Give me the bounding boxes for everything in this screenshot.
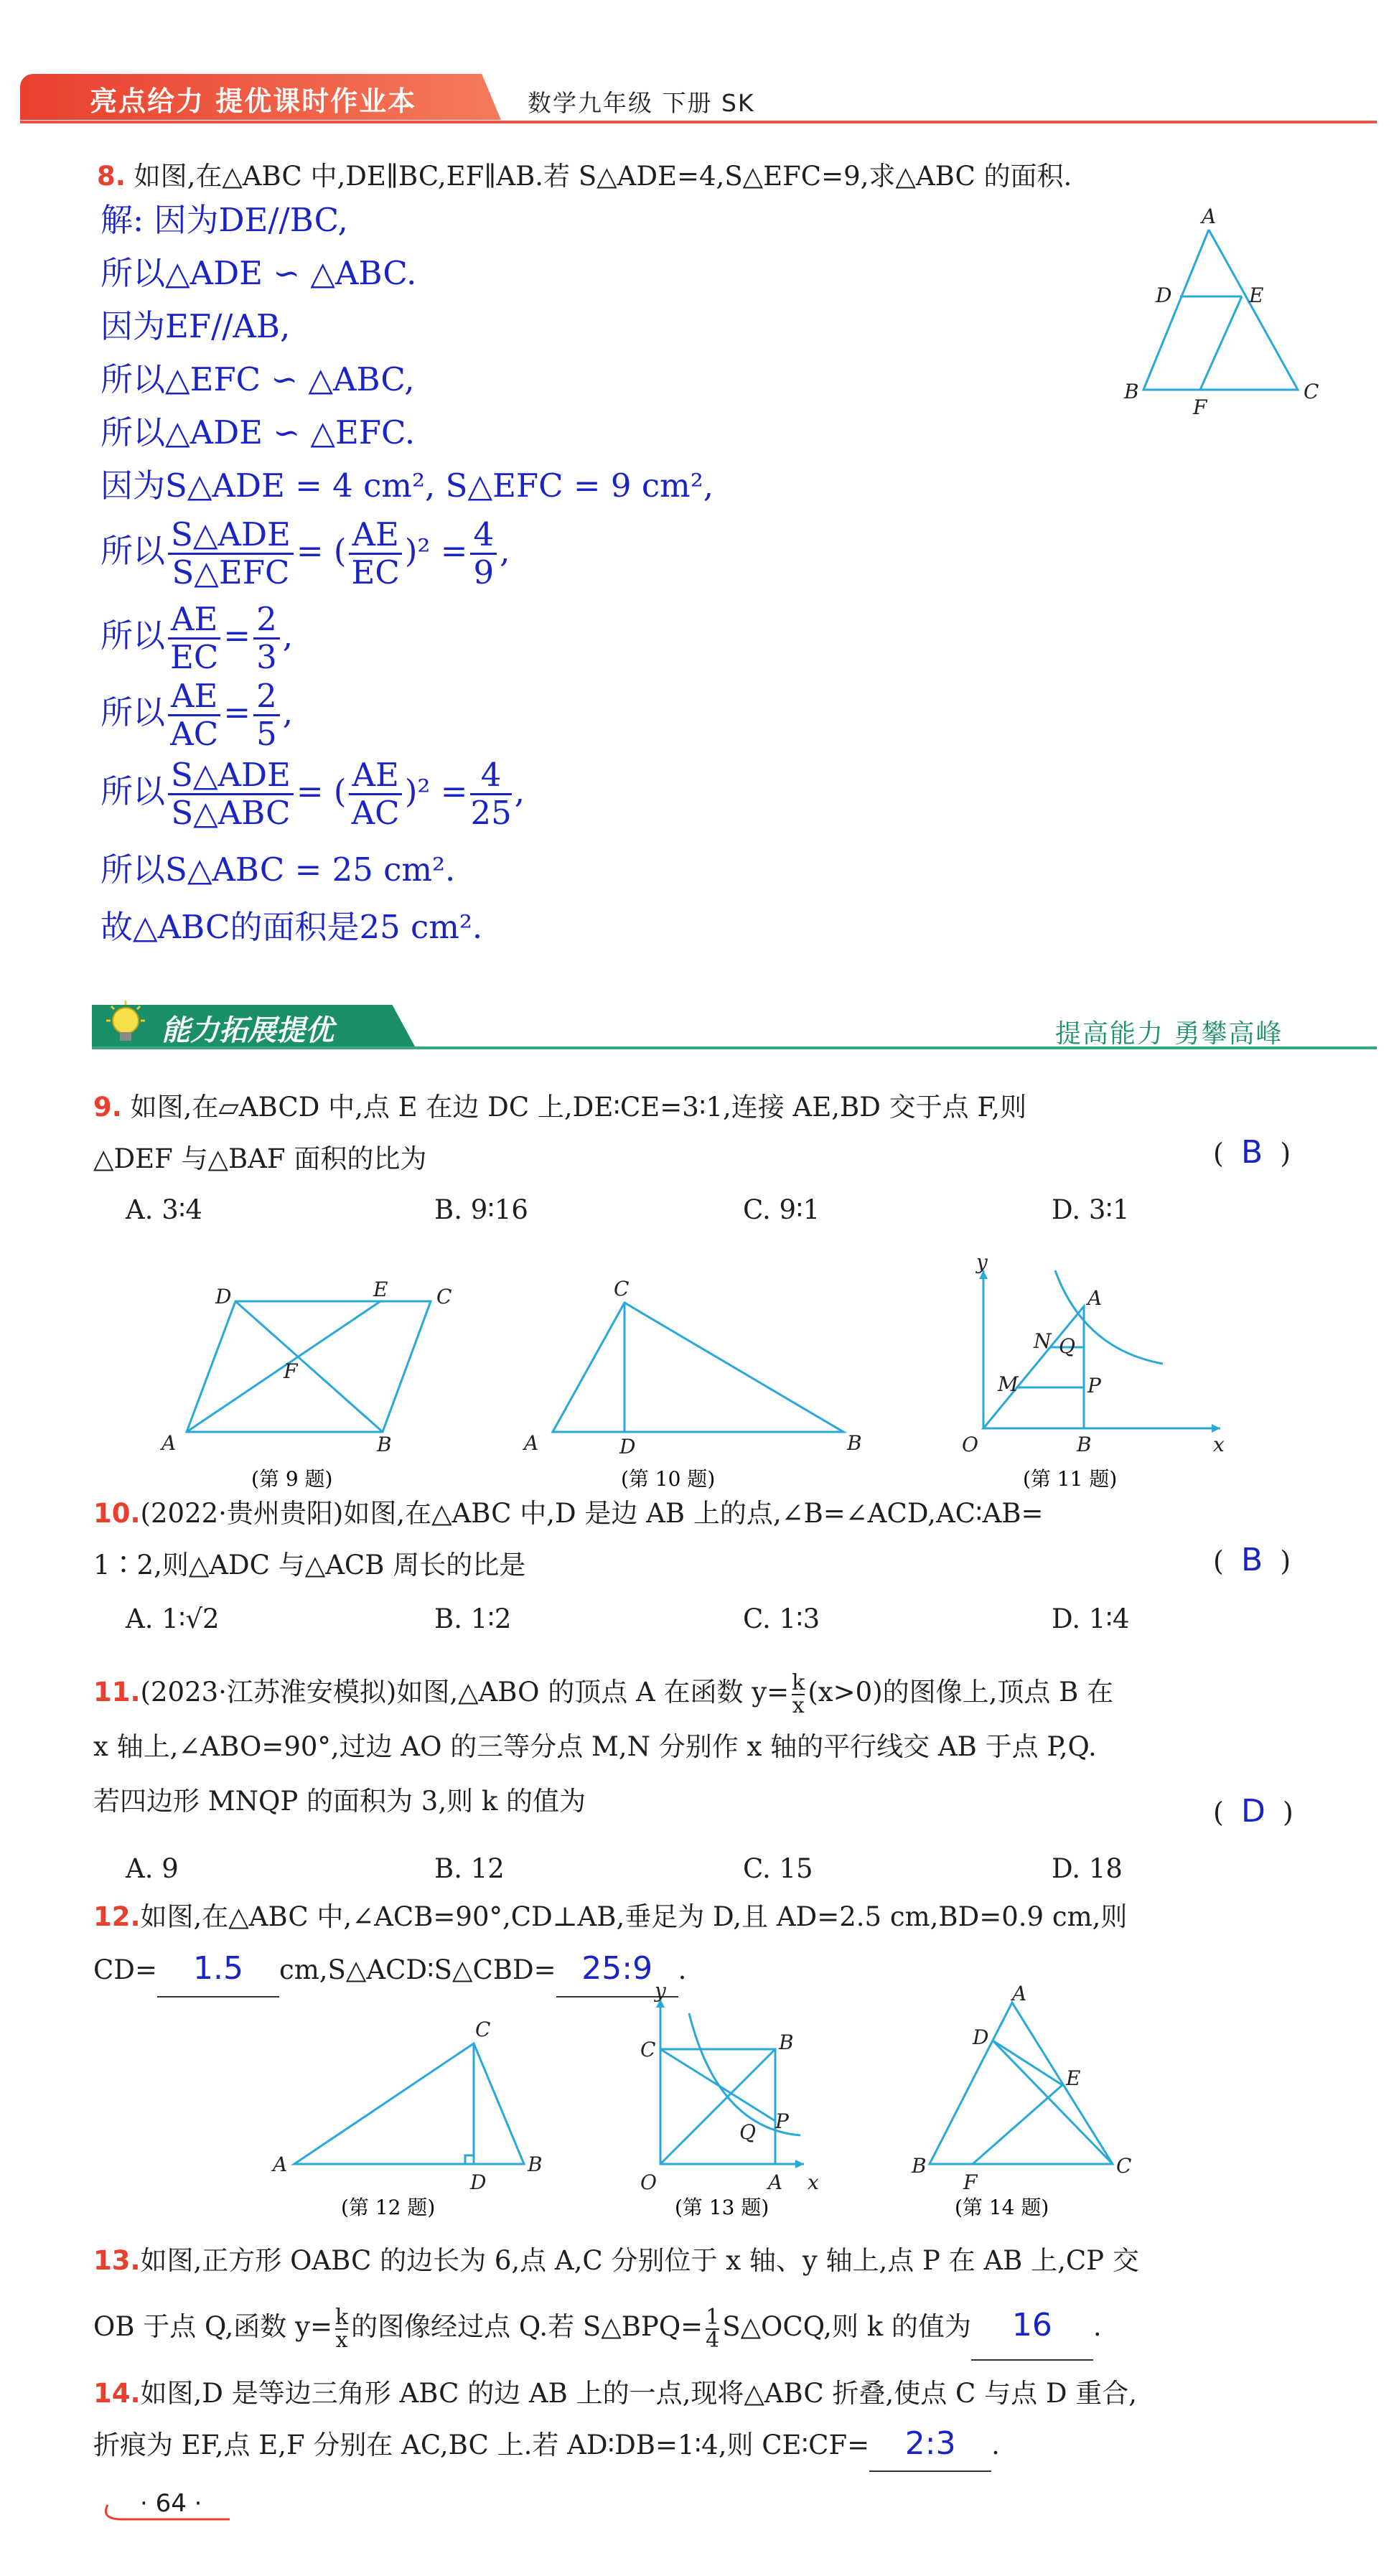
numerator: AE [349,757,401,795]
fraction [168,601,220,675]
answer: D [1240,1793,1265,1830]
svg-text:E: E [1066,2066,1081,2090]
caption-10: (第 10 题) [621,1467,716,1491]
punct: , [500,532,510,570]
fraction-k-x [334,2304,349,2353]
svg-text:N: N [1034,1329,1052,1353]
answer: 1.5 [192,1950,243,1987]
svg-text:A: A [768,2170,783,2194]
q9-option-a: A. 3∶4 [126,1194,202,1225]
numerator: k [792,1669,805,1695]
sol-fraction-line-2 [100,601,293,675]
sol-prefix: 所以 [100,693,166,731]
answer: 16 [1011,2307,1052,2343]
triangle-abc-14 [930,2003,1113,2164]
svg-text:A: A [162,1431,177,1455]
operator: = [223,617,251,655]
svg-text:A: A [524,1431,539,1455]
question-13 [93,2229,1342,2361]
denominator: S△ABC [171,794,291,832]
svg-text:M: M [998,1372,1019,1396]
svg-text:C: C [640,2038,656,2061]
punct: . [678,1954,687,1985]
question-number: 14. [93,2378,141,2409]
fraction [470,517,497,591]
numerator: S△ADE [168,517,294,555]
fraction [253,678,280,752]
question-text: 的图像经过点 Q.若 S△BPQ= [351,2311,703,2342]
operator: = [223,693,251,731]
svg-text:B: B [528,2153,543,2176]
denominator: EC [351,553,400,591]
numerator: 4 [470,517,497,555]
question-text: 1∶2,则△ADC 与△ACB 周长的比是 [93,1550,526,1580]
sol-fraction-line-3 [100,678,293,752]
fraction [168,517,294,591]
sol-prefix: 所以 [100,772,166,810]
question-text: 折痕为 EF,点 E,F 分别在 AC,BC 上.若 AD∶DB=1∶4,则 CE∶CF= [93,2430,870,2460]
svg-text:D: D [619,1435,636,1458]
sol-line: 解: 因为DE//BC, [100,201,348,239]
operator: )² = [404,532,468,570]
q11-option-c: C. 15 [743,1853,813,1884]
q8-solution [100,194,713,512]
svg-text:C: C [614,1277,630,1301]
question-number: 8. [97,161,126,192]
fraction [168,678,220,752]
question-text: 如图,正方形 OABC 的边长为 6,点 A,C 分别位于 x 轴、y 轴上,点 P 在 AB 上,CP 交 [140,2245,1139,2276]
question-text: cm,S△ACD∶S△CBD= [279,1954,556,1985]
triangle-abc-10 [553,1303,843,1432]
answer: B [1240,1542,1263,1578]
segment-bd [235,1301,383,1432]
numerator: AE [349,517,401,555]
question-11 [93,1665,1342,1829]
numerator: S△ADE [168,757,294,795]
q11-option-b: B. 12 [434,1853,505,1884]
sol-line: 所以△ADE ∽ △ABC. [100,254,417,292]
operator: = ( [296,772,347,810]
denominator: EC [170,638,219,676]
q11-answer-bracket: ( D ) [1213,1793,1293,1830]
svg-text:B: B [847,1431,862,1455]
denominator: 4 [706,2327,720,2353]
segment-dc [993,2041,1113,2164]
svg-text:C: C [436,1285,452,1308]
question-number: 13. [93,2245,141,2276]
question-text: 如图,D 是等边三角形 ABC 的边 AB 上的一点,现将△ABC 折叠,使点 C 与点 D 重合, [140,2378,1138,2409]
svg-text:Q: Q [1059,1334,1075,1358]
svg-text:B: B [779,2031,794,2054]
denominator: 9 [473,553,495,591]
svg-text:F: F [284,1359,298,1383]
header-subtitle: 数学九年级 下册 SK [528,89,755,117]
question-10 [93,1488,1328,1591]
q11-option-a: A. 9 [126,1853,179,1884]
figures-row-1 [144,1250,1263,1500]
sol-prefix: 所以 [100,532,166,570]
denominator: 25 [470,794,512,832]
q9-option-c: C. 9∶1 [743,1194,820,1225]
label-e: E [1249,284,1264,307]
svg-text:O: O [640,2170,657,2194]
question-text: CD= [93,1954,157,1985]
answer: B [1240,1134,1263,1171]
question-text: △DEF 与△BAF 面积的比为 [93,1143,427,1174]
punct: , [282,617,294,655]
caption-12: (第 12 题) [341,2196,436,2219]
numerator: 1 [706,2304,720,2330]
question-9 [93,1082,1314,1185]
caption-13: (第 13 题) [675,2196,769,2219]
diagonal-ob [660,2049,775,2164]
question-text: 如图,在▱ABCD 中,点 E 在边 DC 上,DE∶CE=3∶1,连接 AE,BD 交于点 F,则 [130,1092,1027,1123]
q8-solution-end [100,841,482,956]
sol-line: 所以△EFC ∽ △ABC, [100,360,415,398]
q8-figure [1120,205,1335,427]
svg-text:O: O [962,1433,978,1456]
triangle-abc [1143,230,1298,390]
numerator: k [334,2304,349,2330]
denominator: AC [170,715,219,753]
question-text: (2022·贵州贵阳)如图,在△ABC 中,D 是边 AB 上的点,∠B=∠ACD,AC∶AB= [140,1498,1044,1529]
sol-fraction-line-1 [100,517,510,591]
numerator: AE [168,678,220,716]
punct: . [991,2430,1000,2460]
svg-text:Q: Q [739,2120,756,2144]
sol-fraction-line-4 [100,757,525,831]
header-title: 亮点给力 提优课时作业本 [90,85,417,117]
lightbulb-icon [100,999,151,1049]
punct: . [1092,2311,1102,2342]
denominator: 3 [256,638,277,676]
svg-text:C: C [475,2018,491,2041]
question-text: x 轴上,∠ABO=90°,过边 AO 的三等分点 M,N 分别作 x 轴的平行线交 AB 于点 P,Q. [93,1731,1097,1762]
sol-prefix: 所以 [100,617,166,655]
q11-option-d: D. 18 [1052,1853,1123,1884]
svg-text:B: B [377,1433,392,1456]
question-number: 9. [93,1092,122,1123]
svg-text:A: A [1087,1286,1103,1310]
question-text: 若四边形 MNQP 的面积为 3,则 k 的值为 [93,1786,586,1817]
answer: 25:9 [581,1950,653,1987]
svg-text:A: A [273,2153,288,2176]
svg-text:A: A [1012,1982,1027,2005]
svg-text:P: P [1087,1374,1101,1397]
sol-line: 因为S△ADE = 4 cm², S△EFC = 9 cm², [100,467,714,505]
svg-text:D: D [215,1285,232,1308]
question-number: 10. [93,1498,141,1529]
svg-text:P: P [775,2109,789,2133]
punct: , [514,772,525,810]
svg-text:y: y [976,1250,988,1274]
answer: 2:3 [904,2425,956,2462]
label-d: D [1156,284,1172,307]
numerator: 2 [253,678,280,716]
question-text: S△OCQ,则 k 的值为 [722,2311,971,2342]
fraction [253,601,280,675]
question-12 [93,1891,1342,1997]
label-c: C [1304,380,1319,403]
numerator: 2 [253,601,280,640]
fold-ef [973,2085,1062,2164]
operator: = ( [296,532,347,570]
caption-9: (第 9 题) [251,1467,333,1491]
svg-text:C: C [1116,2154,1132,2178]
fraction [349,757,401,831]
label-a: A [1202,205,1217,228]
sol-line: 所以S△ABC = 25 cm². [100,851,456,889]
answer-blank [157,1943,279,1997]
q10-option-a: A. 1∶√2 [126,1603,220,1634]
svg-text:B: B [1077,1433,1092,1456]
svg-text:F: F [963,2170,978,2194]
q10-option-d: D. 1∶4 [1052,1603,1130,1634]
sol-line: 故△ABC的面积是25 cm². [100,908,483,946]
label-f: F [1193,395,1207,419]
question-14 [93,2369,1342,2472]
sol-line: 所以△ADE ∽ △EFC. [100,413,416,451]
denominator: AC [351,794,400,832]
fraction-k-x [792,1669,805,1718]
label-b: B [1124,380,1139,403]
svg-text:y: y [655,1979,666,2003]
caption-11: (第 11 题) [1023,1467,1118,1491]
svg-text:B: B [912,2154,927,2178]
numerator: 4 [470,757,511,795]
question-text: (2023·江苏淮安模拟)如图,△ABO 的顶点 A 在函数 y= [140,1677,790,1708]
svg-text:E: E [373,1278,388,1301]
denominator: x [335,2327,348,2353]
triangle-abc-12 [294,2043,524,2164]
svg-text:D: D [470,2170,487,2194]
figures-row-2 [273,1979,1206,2221]
fraction [168,757,294,831]
denominator: x [792,1692,805,1718]
svg-text:x: x [808,2170,819,2194]
question-text: 如图,在△ABC 中,DE∥BC,EF∥AB.若 S△ADE=4,S△EFC=9,求△ABC 的面积. [134,161,1072,192]
answer-blank [971,2293,1093,2361]
svg-text:D: D [973,2025,989,2049]
segment-de [993,2041,1062,2085]
denominator: S△EFC [172,553,290,591]
right-angle-mark [465,2155,474,2164]
q10-answer-bracket: ( B ) [1213,1542,1291,1578]
numerator: AE [168,601,220,640]
q10-option-c: C. 1∶3 [743,1603,820,1634]
q9-option-d: D. 3∶1 [1052,1194,1130,1225]
operator: )² = [404,772,468,810]
section-motto: 提高能力 勇攀高峰 [1055,1019,1283,1049]
segment-ef [1200,296,1242,390]
section-title: 能力拓展提优 [162,1014,334,1047]
answer-blank [869,2419,991,2472]
svg-text:x: x [1213,1433,1225,1456]
page-number: · 64 · [140,2489,202,2518]
header-rule [20,121,1377,123]
sol-line: 因为EF//AB, [100,307,291,345]
q9-option-b: B. 9∶16 [434,1194,528,1225]
question-text: 如图,在△ABC 中,∠ACB=90°,CD⊥AB,垂足为 D,且 AD=2.5 cm,BD=0.9 cm,则 [140,1901,1128,1932]
denominator: 5 [256,715,277,753]
fraction-one-quarter [706,2304,720,2353]
fraction [349,517,401,591]
q9-answer-bracket: ( B ) [1213,1134,1291,1171]
question-text: OB 于点 Q,函数 y= [93,2311,332,2342]
caption-14: (第 14 题) [955,2196,1049,2219]
triangle-abo [983,1306,1084,1428]
question-number: 11. [93,1677,141,1708]
q10-option-b: B. 1∶2 [434,1603,512,1634]
punct: , [282,693,294,731]
fraction [470,757,511,831]
question-text: (x>0)的图像上,顶点 B 在 [808,1677,1114,1708]
question-number: 12. [93,1901,141,1932]
